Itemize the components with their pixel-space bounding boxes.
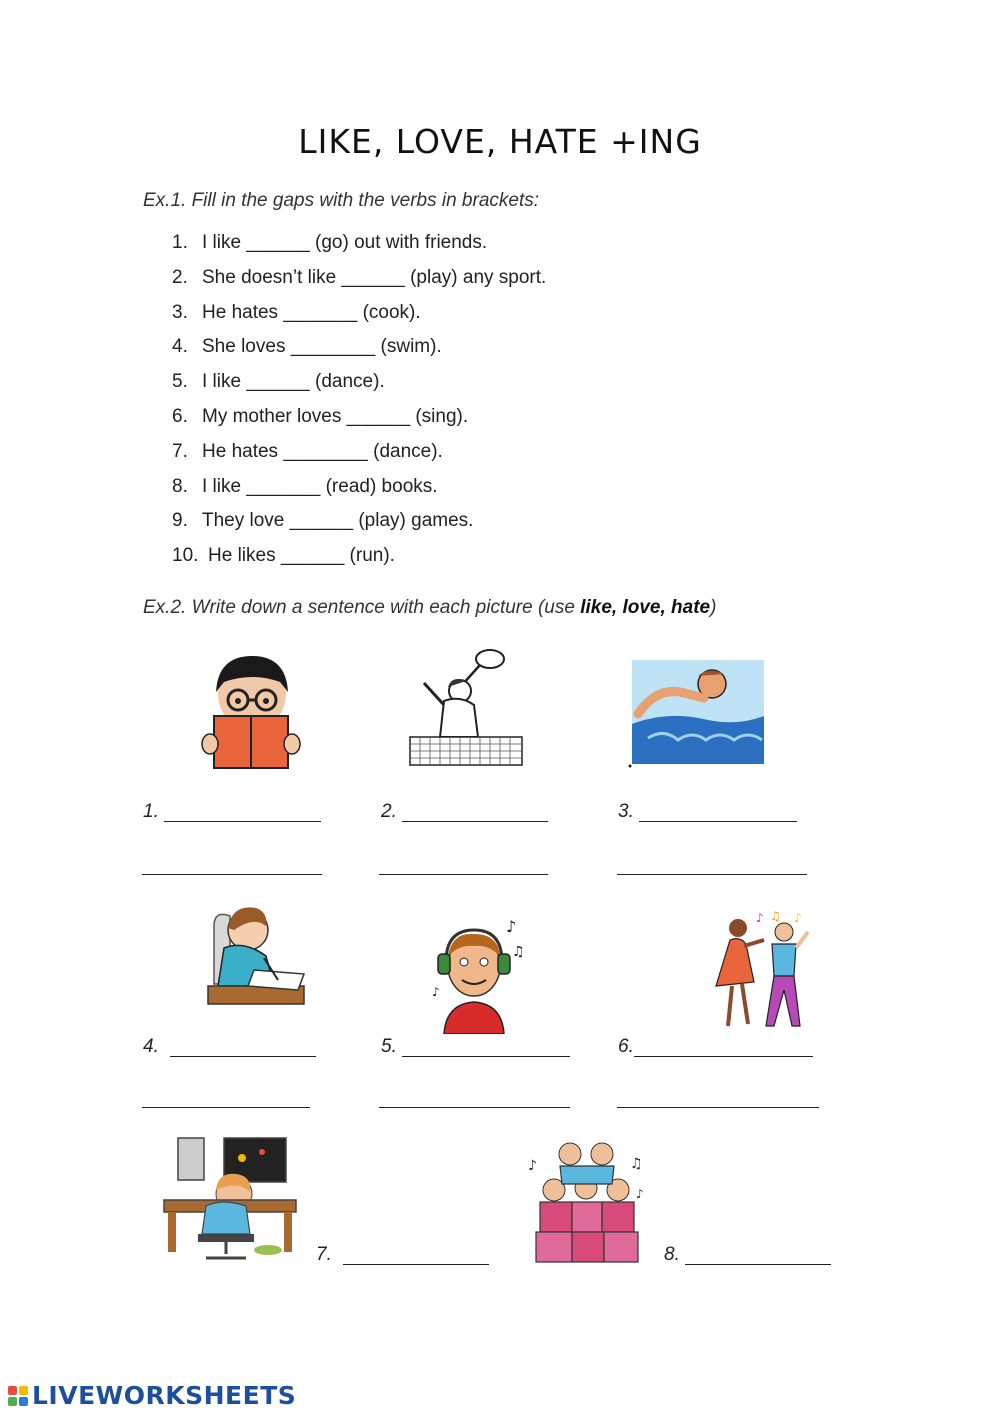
- item-sentence: He hates ________ (dance).: [202, 440, 443, 462]
- list-item: [172, 441, 546, 476]
- list-item: [172, 510, 546, 545]
- answer-line[interactable]: [617, 1107, 819, 1108]
- item-sentence: She loves ________ (swim).: [202, 336, 442, 358]
- exercise-1-list: [172, 232, 546, 580]
- answer-label-5: 5.: [381, 1036, 397, 1057]
- answer-line[interactable]: [639, 821, 797, 822]
- list-item: [172, 406, 546, 441]
- answer-label-2: 2.: [381, 801, 397, 822]
- item-number: 5.: [172, 371, 188, 393]
- item-sentence: He likes ______ (run).: [208, 545, 395, 567]
- item-sentence: I like ______ (go) out with friends.: [202, 232, 488, 253]
- answer-line[interactable]: [170, 1056, 316, 1057]
- answer-line[interactable]: [142, 874, 322, 875]
- item-number: 10.: [172, 545, 199, 567]
- list-item: [172, 336, 546, 371]
- svg-text:♪: ♪: [756, 911, 764, 925]
- svg-text:♫: ♫: [770, 910, 781, 923]
- brand-name: LIVEWORKSHEETS: [32, 1381, 297, 1410]
- logo-square: [19, 1386, 28, 1395]
- boy-reading-picture: [200, 652, 302, 770]
- item-number: 9.: [172, 510, 188, 532]
- answer-line[interactable]: [343, 1264, 489, 1265]
- item-number: 8.: [172, 475, 188, 497]
- list-item: [172, 302, 546, 337]
- logo-square: [8, 1397, 17, 1406]
- exercise-2-keywords: like, love, hate: [580, 597, 711, 618]
- svg-text:♪: ♪: [636, 1187, 644, 1201]
- boy-at-computer-picture: [162, 1134, 298, 1262]
- item-sentence: She doesn’t like ______ (play) any sport.: [202, 266, 547, 288]
- svg-text:♪: ♪: [432, 985, 440, 999]
- logo-square: [19, 1397, 28, 1406]
- list-item: [172, 232, 546, 267]
- item-number: 6.: [172, 405, 188, 427]
- item-number: 2.: [172, 266, 188, 288]
- answer-label-3: 3.: [618, 801, 634, 822]
- dancing-couple-picture: [708, 910, 812, 1032]
- answer-line[interactable]: [617, 874, 807, 875]
- svg-text:♪: ♪: [528, 1158, 537, 1174]
- item-sentence: My mother loves ______ (sing).: [202, 405, 469, 427]
- tennis-player-picture: [404, 645, 526, 769]
- exercise-1-instructions: Ex.1. Fill in the gaps with the verbs in brackets:: [143, 190, 540, 211]
- answer-label-7: 7.: [316, 1244, 332, 1265]
- item-sentence: They love ______ (play) games.: [202, 510, 474, 532]
- swimmer-picture: [628, 654, 768, 770]
- list-item: [172, 371, 546, 406]
- exercise-2-instructions-end: ): [710, 597, 717, 618]
- item-number: 4.: [172, 336, 188, 358]
- answer-label-6: 6.: [618, 1036, 634, 1057]
- item-number: 7.: [172, 440, 188, 462]
- item-sentence: I like ______ (dance).: [202, 371, 385, 393]
- exercise-2-instructions: [143, 597, 716, 619]
- svg-text:♪: ♪: [794, 911, 802, 925]
- answer-line[interactable]: [402, 821, 548, 822]
- answer-line[interactable]: [142, 1107, 310, 1108]
- item-sentence: I like _______ (read) books.: [202, 475, 438, 497]
- answer-line[interactable]: [634, 1056, 813, 1057]
- svg-text:♪: ♪: [506, 917, 517, 936]
- item-number: 3.: [172, 301, 188, 323]
- svg-text:♫: ♫: [630, 1156, 643, 1172]
- answer-line[interactable]: [402, 1056, 570, 1057]
- item-sentence: He hates _______ (cook).: [202, 301, 421, 323]
- list-item: [172, 267, 546, 302]
- liveworksheets-logo-icon: [8, 1386, 28, 1406]
- answer-label-4: 4.: [143, 1036, 159, 1057]
- svg-text:♫: ♫: [512, 944, 525, 960]
- answer-line[interactable]: [379, 874, 548, 875]
- list-item: [172, 545, 546, 580]
- answer-line[interactable]: [164, 821, 321, 822]
- logo-square: [8, 1386, 17, 1395]
- boy-writing-picture: [204, 900, 308, 1008]
- singing-choir-picture: [526, 1140, 648, 1264]
- answer-label-8: 8.: [664, 1244, 680, 1265]
- list-item: [172, 476, 546, 511]
- answer-line[interactable]: [685, 1264, 831, 1265]
- item-number: 1.: [172, 232, 188, 253]
- page-title: LIKE, LOVE, HATE +ING: [298, 122, 702, 161]
- answer-line[interactable]: [379, 1107, 570, 1108]
- exercise-2-instructions-text: Ex.2. Write down a sentence with each picture (use: [143, 597, 581, 618]
- liveworksheets-footer: [8, 1381, 296, 1410]
- answer-label-1: 1.: [143, 801, 159, 822]
- man-with-headphones-picture: [432, 916, 526, 1034]
